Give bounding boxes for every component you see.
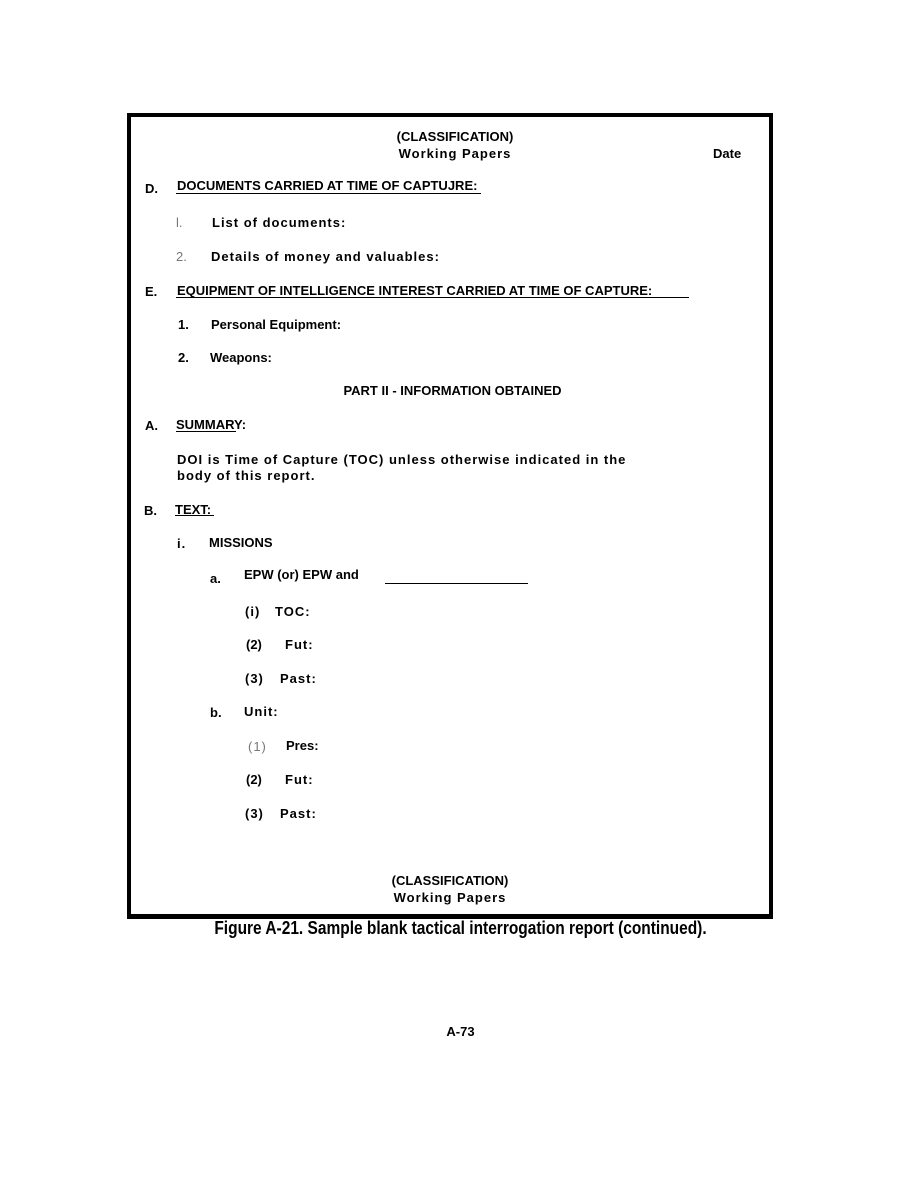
sub-a-fill-line [385,583,528,584]
sub-b-item-2-num: (2) [246,772,262,787]
section-e-item-2-label: Weapons: [210,350,272,365]
sub-a-item-3-label: Past: [280,671,317,686]
header-subtitle: Working Papers [398,146,512,161]
section-b-underline [175,515,214,516]
missions-num: i. [177,536,187,551]
sub-a-label: EPW (or) EPW and [244,567,359,582]
part-2-title: PART II - INFORMATION OBTAINED [343,383,562,398]
section-d-item-2-num: 2. [176,249,187,264]
sub-b-item-2-label: Fut: [285,772,314,787]
section-d-letter: D. [145,181,158,196]
sub-b-letter: b. [210,705,222,720]
section-e-letter: E. [145,284,158,299]
section-a-title: SUMMARY: [176,417,247,432]
section-b-title: TEXT: [175,502,212,517]
footer-classification: (CLASSIFICATION) [391,873,509,888]
section-d-underline [176,193,481,194]
footer-subtitle: Working Papers [393,890,507,905]
section-e-item-1-num: 1. [178,317,189,332]
date-label: Date [713,146,742,161]
section-d-item-1-label: List of documents: [212,215,347,230]
sub-b-item-3-label: Past: [280,806,317,821]
section-e-item-1-label: Personal Equipment: [211,317,342,332]
section-d-title: DOCUMENTS CARRIED AT TIME OF CAPTUJRE: [177,178,478,193]
section-e-underline [176,297,689,298]
sub-b-item-3-num: (3) [245,806,264,821]
missions-label: MISSIONS [209,535,273,550]
section-d-item-2-label: Details of money and valuables: [211,249,440,264]
section-a-line-1: DOI is Time of Capture (TOC) unless otherwise indicated in the [177,452,627,467]
section-a-underline [176,431,236,432]
sub-b-item-1-num: (1) [248,739,267,754]
sub-a-item-2-label: Fut: [285,637,314,652]
sub-b-item-1-label: Pres: [286,738,319,753]
section-a-line-2: body of this report. [177,468,316,483]
section-a-letter: A. [145,418,158,433]
section-e-item-2-num: 2. [178,350,189,365]
report-frame [127,113,773,919]
sub-b-label: Unit: [244,704,279,719]
section-e-title: EQUIPMENT OF INTELLIGENCE INTEREST CARRIED AT TIME OF CAPTURE: [177,283,653,298]
figure-caption: Figure A-21. Sample blank tactical interrogation report (continued). [214,918,707,938]
sub-a-item-2-num: (2) [246,637,262,652]
section-b-letter: B. [144,503,157,518]
page-number: A-73 [446,1024,475,1039]
sub-a-letter: a. [210,571,221,586]
sub-a-item-1-num: (i) [245,604,261,619]
sub-a-item-3-num: (3) [245,671,264,686]
header-classification: (CLASSIFICATION) [396,129,514,144]
sub-a-item-1-label: TOC: [275,604,311,619]
section-d-item-1-num: l. [176,215,183,230]
